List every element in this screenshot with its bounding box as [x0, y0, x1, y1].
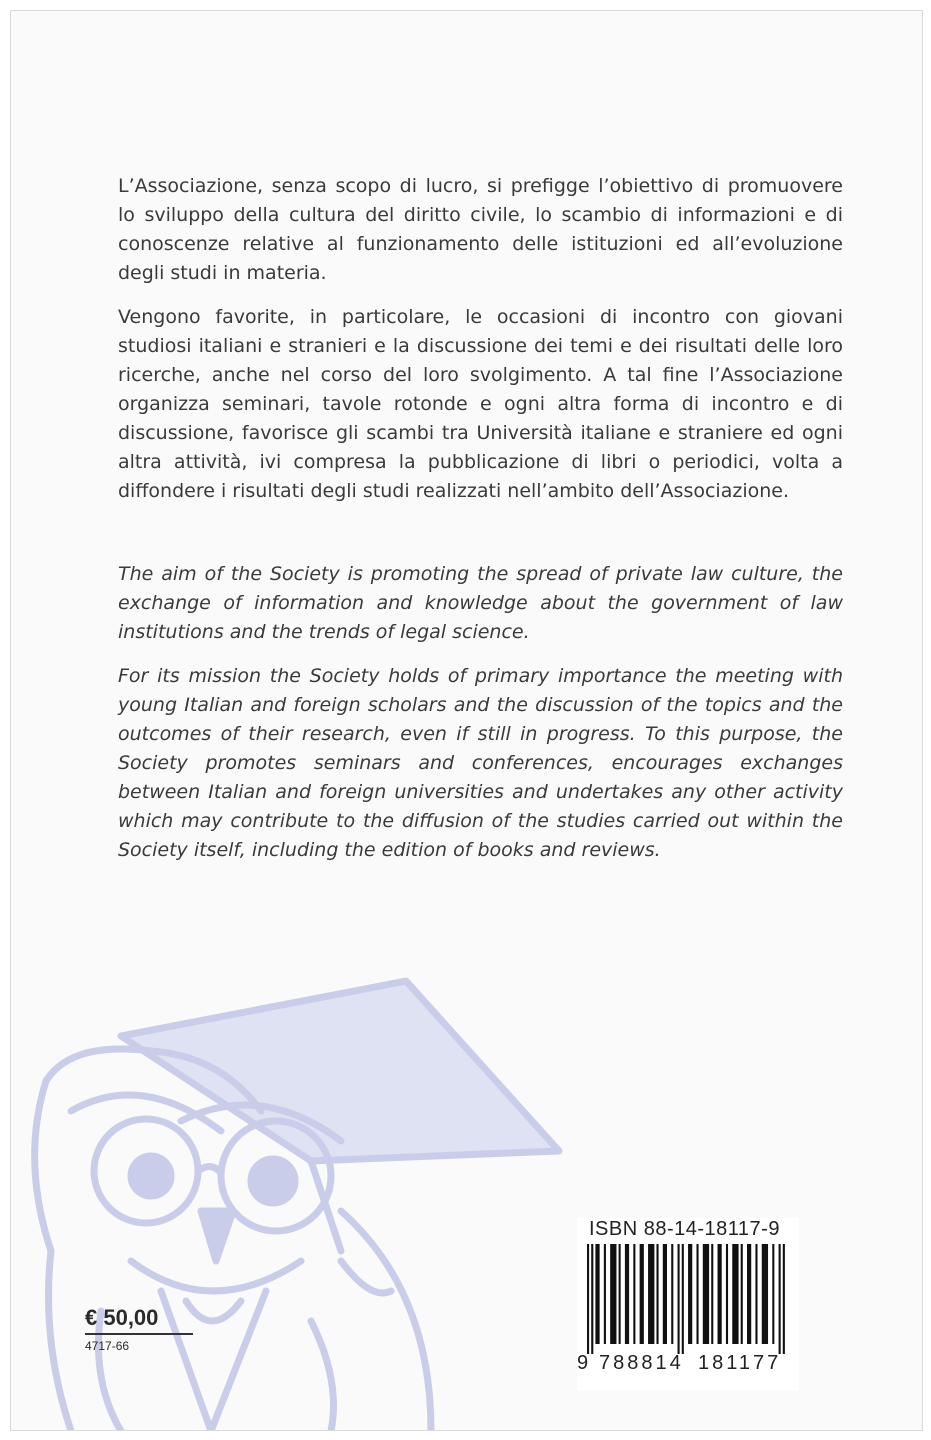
- ean-right-group: 181177: [698, 1352, 782, 1374]
- italian-paragraph-2: Vengono favorite, in particolare, le occasioni di incontro con giovani studiosi italiani e stranieri e la discussione dei temi e dei risultati delle loro ricerche, anche nel corso del loro svolgimento. A tal fine l’Associazione organizza seminari, tavole rotonde e ogni altra forma di incontro e di discussione, favorisce gli scambi tra Università italiane e straniere ed ogni altra attività, ivi compresa la pubblicazione di libri o periodici, volta a diffondere i risultati degli studi realizzati nell’ambito dell’Associazione.: [118, 306, 843, 502]
- isbn-label: ISBN 88-14-18117-9: [589, 1218, 780, 1240]
- isbn-barcode-block: [577, 1218, 799, 1390]
- back-cover: [10, 10, 923, 1431]
- italian-paragraph-1: L’Associazione, senza scopo di lucro, si prefigge l’obiettivo di promuovere lo sviluppo della cultura del diritto civile, lo scambio di informazioni e di conoscenze relative al funzionamento delle istituzioni ed all’evoluzione degli studi in materia.: [118, 175, 843, 284]
- price-value: € 50,00: [85, 1305, 159, 1330]
- ean-left-group: 788814: [599, 1352, 684, 1374]
- price-code: 4717-66: [85, 1339, 130, 1353]
- owl-watermark-icon: [11, 961, 571, 1431]
- italian-description: [118, 172, 843, 521]
- price-divider: [85, 1333, 193, 1335]
- english-paragraph-2: For its mission the Society holds of primary importance the meeting with young Italian and foreign scholars and the discussion of the topics and the outcomes of their research, even if still in progress. To this purpose, the Society promotes seminars and conferences, encourages exchanges between Italian and foreign universities and undertakes any other activity which may contribute to the diffusion of the studies carried out within the Society itself, including the edition of books and reviews.: [118, 665, 843, 861]
- ean-lead-digit: 9: [577, 1352, 592, 1374]
- price-tag: [85, 1305, 193, 1353]
- english-description: [118, 560, 843, 880]
- barcode-icon: [587, 1244, 787, 1354]
- english-paragraph-1: The aim of the Society is promoting the spread of private law culture, the exchange of information and knowledge about the government of law institutions and the trends of legal science.: [118, 563, 843, 643]
